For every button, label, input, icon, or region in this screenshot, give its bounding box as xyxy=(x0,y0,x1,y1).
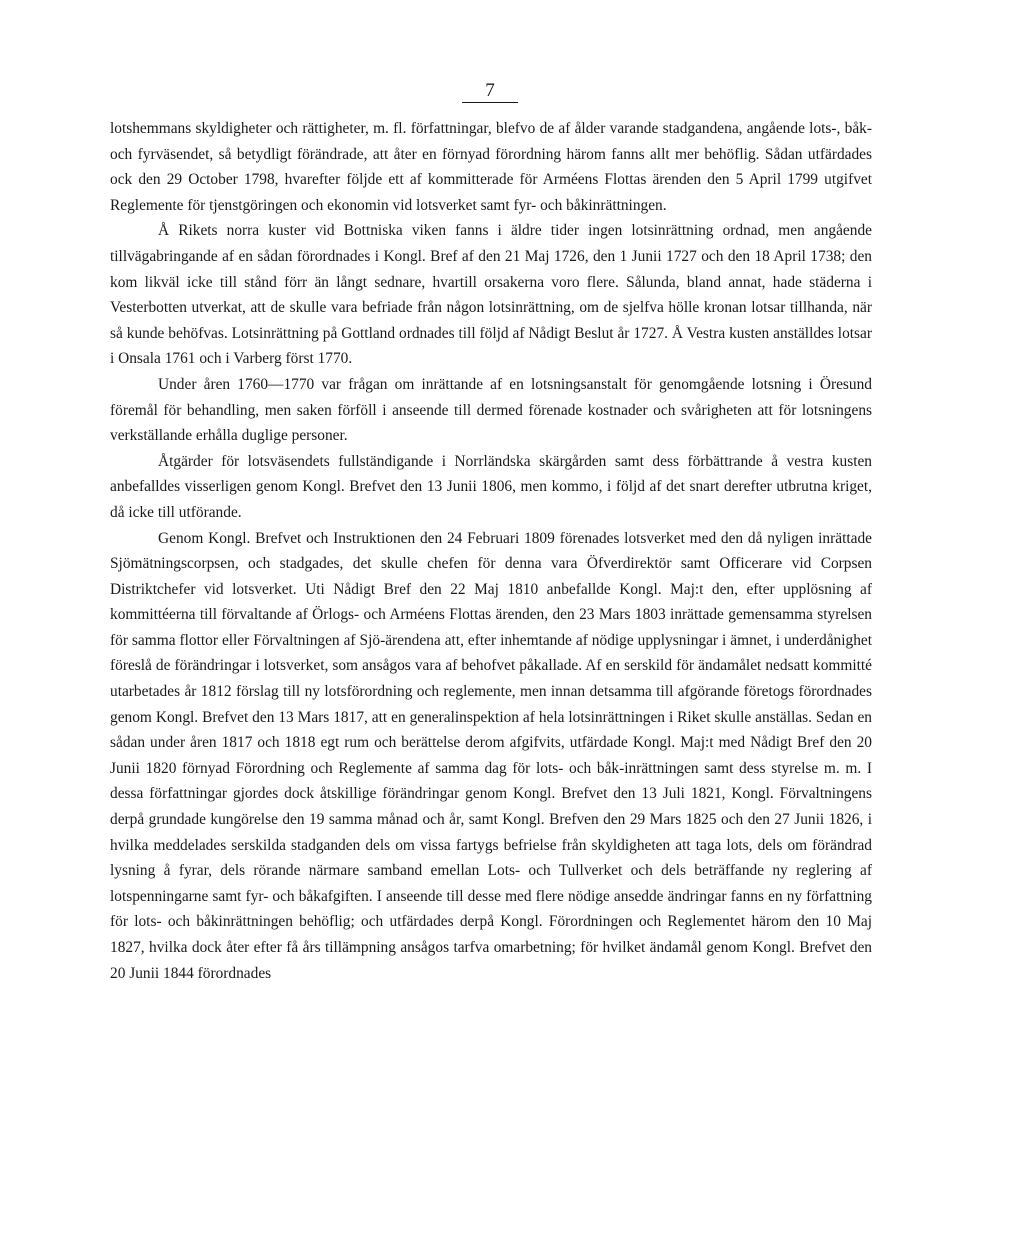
paragraph-oresund-lotsning: Under åren 1760—1770 var frågan om inrättande af en lotsningsanstalt för genomgående lotsning i Öresund föremål för behandling, men saken förföll i anseende till dermed förenade kostnader och svårigheten att för lotsningens verkställande erhålla duglige personer. xyxy=(110,375,872,445)
page-number: 7 xyxy=(485,80,495,101)
paragraph-rikets-norra-kuster: Å Rikets norra kuster vid Bottniska viken fanns i äldre tider ingen lotsinrättning ordnad, men angående tillvägabringande af en sådan förordnades i Kongl. Bref af den 21 Maj 1726, den 1 Junii 1727 och den 18 April 1738; den kom likväl icke till stånd förr än långt sednare, hvartill orsakerna voro flere. Sålunda, bland annat, hade städerna i Vesterbotten utverkat, att de skulle vara befriade från någon lotsinrättning, om de sjelfva hölle kronan lotsar tillhanda, när så kunde behöfvas. Lotsinrättning på Gottland ordnades till följd af Nådigt Beslut år 1727. Å Vestra kusten anställdes lotsar i Onsala 1761 och i Varberg först 1770. xyxy=(110,222,872,368)
page-number-rule xyxy=(462,102,518,103)
document-body xyxy=(110,116,872,986)
paragraph-sjomatningscorpsen: Genom Kongl. Brefvet och Instruktionen den 24 Februari 1809 förenades lotsverket med den då nyligen inrättade Sjömätningscorpsen, och stadgades, det skulle chefen för denna vara Öfverdirektör samt Officerare vid Corpsen Distriktchefer vid lotsverket. Uti Nådigt Bref den 22 Maj 1810 anbefallde Kongl. Maj:t den, efter upplösning af kommittéerna till förvaltande af Örlogs- och Arméens Flottas ärenden, den 23 Mars 1803 inrättade gemensamma styrelsen för samma flottor eller Förvaltningen af Sjö-ärendena att, efter inhemtande af nödige upplysningar i ämnet, i underdånighet föreslå de förändringar i lotsverket, som ansågos vara af behofvet påkallade. Af en serskild för ändamålet nedsatt kommitté utarbetades år 1812 förslag till ny lotsförordning och reglemente, men innan detsamma till afgörande företogs förordnades genom Kongl. Brefvet den 13 Mars 1817, att en generalinspektion af hela lotsinrättningen i Riket skulle anställas. Sedan en sådan under åren 1817 och 1818 egt rum och berättelse derom afgifvits, utfärdade Kongl. Maj:t med Nådigt Bref den 20 Junii 1820 förnyad Förordning och Reglemente af samma dag för lots- och båk-inrättningen samt dess styrelse m. m. I dessa författningar gjordes dock åtskillige förändringar genom Kongl. Brefvet den 13 Juli 1821, Kongl. Förvaltningens derpå grundade kungörelse den 19 samma månad och år, samt Kongl. Brefven den 29 Mars 1825 och den 27 Junii 1826, i hvilka meddelades serskilda stadganden dels om vissa fartygs befrielse från skyldigheten att taga lots, dels om förändrad lysning å fyrar, dels rörande närmare samband emellan Lots- och Tullverket och dels beträffande ny reglering af lotspenningarne samt fyr- och båkafgiften. I anseende till desse med flere nödige ansedde ändringar fanns en ny författning för lots- och båkinrättningen behöflig; och utfärdades derpå Kongl. Förordningen och Reglementet härom den 10 Maj 1827, hvilka dock åter efter få års tillämpning ansågos tarfva omarbetning; för hvilket ändamål genom Kongl. Brefvet den 20 Junii 1844 förordnades xyxy=(110,529,872,982)
paragraph-norrlandska-skargarden: Åtgärder för lotsväsendets fullständigande i Norrländska skärgården samt dess förbättrande å vestra kusten anbefalldes visserligen genom Kongl. Brefvet den 13 Junii 1806, men kommo, i följd af det snart derefter utbrutna kriget, då icke till utförande. xyxy=(110,452,872,521)
paragraph-lotshemmans: lotshemmans skyldigheter och rättigheter, m. fl. författningar, blefvo de af ålder varande stadgandena, angående lots-, båk- och fyrväsendet, så betydligt förändrade, att åter en förnyad förordning härom fanns allt mer behöflig. Sådan utfärdades ock den 29 October 1798, hvarefter följde ett af kommitterade för Arméens Flottas ärenden den 5 April 1799 utgifvet Reglemente för tjenstgöringen och ekonomin vid lotsverket samt fyr- och båkinrättningen. xyxy=(110,120,872,214)
